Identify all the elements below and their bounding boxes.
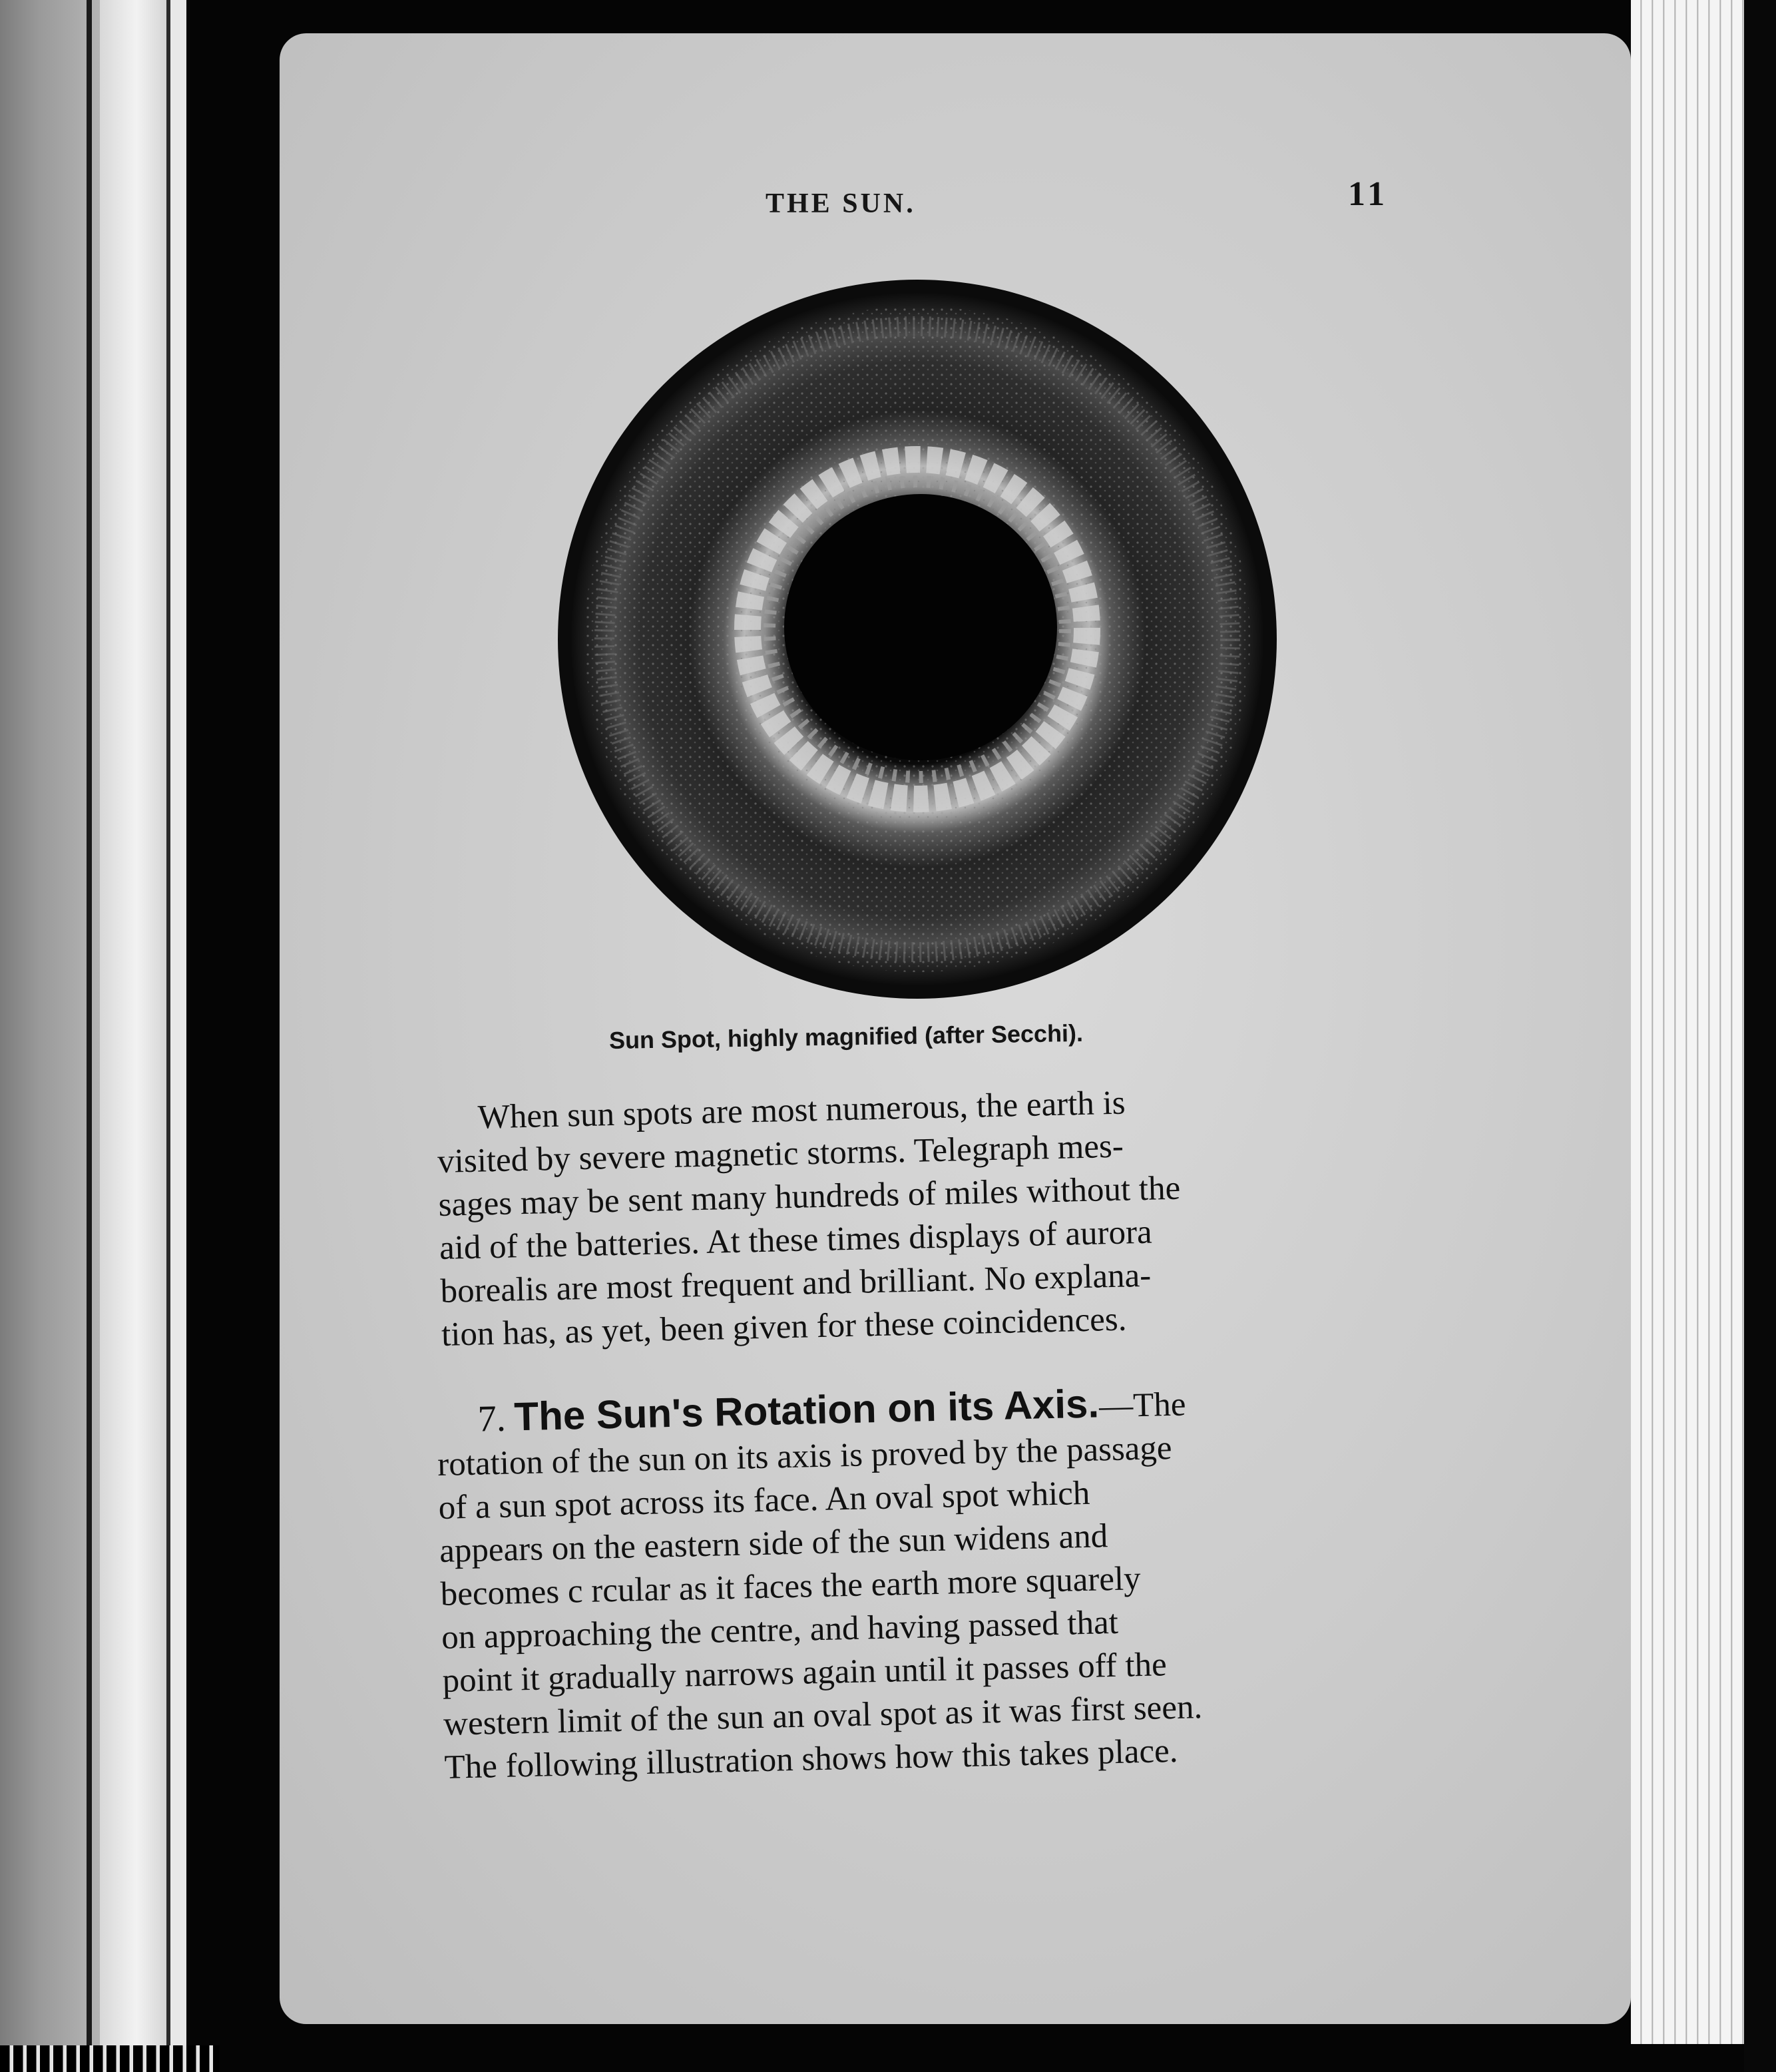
text-line: The following illustration shows how this takes place.	[444, 1732, 1179, 1786]
text-line: visited by severe magnetic storms. Telegraph mes-	[437, 1127, 1124, 1180]
scan-border	[1744, 0, 1776, 2072]
section-title: The Sun's Rotation on its Axis.	[513, 1381, 1100, 1439]
page-number: 11	[1348, 175, 1389, 213]
text-line: sages may be sent many hundreds of miles without the	[438, 1169, 1181, 1224]
text-line: becomes c rcular as it faces the earth more squarely	[440, 1560, 1142, 1613]
text-line: aid of the batteries. At these times displays of aurora	[439, 1213, 1153, 1267]
text-line: point it gradually narrows again until it passes off the	[442, 1646, 1168, 1700]
text-line: rotation of the sun on its axis is proved by the passage	[437, 1429, 1173, 1483]
scan-edge-marks	[0, 2045, 220, 2072]
page-edge-line	[87, 0, 92, 2051]
text-line: on approaching the centre, and having passed that	[441, 1603, 1119, 1657]
section-suns-rotation	[436, 1374, 1430, 1789]
text-line: When sun spots are most numerous, the earth is	[477, 1084, 1126, 1137]
text-line: of a sun spot across its face. An oval spot which	[438, 1474, 1090, 1527]
sun-spot-drawing	[558, 280, 1277, 999]
section-number: 7.	[477, 1398, 507, 1440]
previous-page-edge	[0, 0, 100, 2051]
gutter-shadow	[166, 0, 186, 2072]
section-title-tail: —The	[1098, 1386, 1186, 1425]
sun-spot-illustration	[558, 280, 1277, 999]
page-stack-edge	[1631, 0, 1744, 2044]
text-line: tion has, as yet, been given for these coincidences.	[441, 1300, 1128, 1354]
text-line: appears on the eastern side of the sun widens and	[439, 1517, 1108, 1570]
book-gutter	[100, 0, 173, 2072]
text-line: borealis are most frequent and brilliant. No explana-	[439, 1256, 1152, 1310]
text-line: western limit of the sun an oval spot as it was first seen.	[443, 1688, 1203, 1743]
umbra	[784, 494, 1057, 760]
running-head: THE SUN.	[766, 188, 916, 219]
paragraph-magnetic-storms	[436, 1075, 1427, 1356]
figure-caption: Sun Spot, highly magnified (after Secchi).	[608, 1019, 1084, 1054]
